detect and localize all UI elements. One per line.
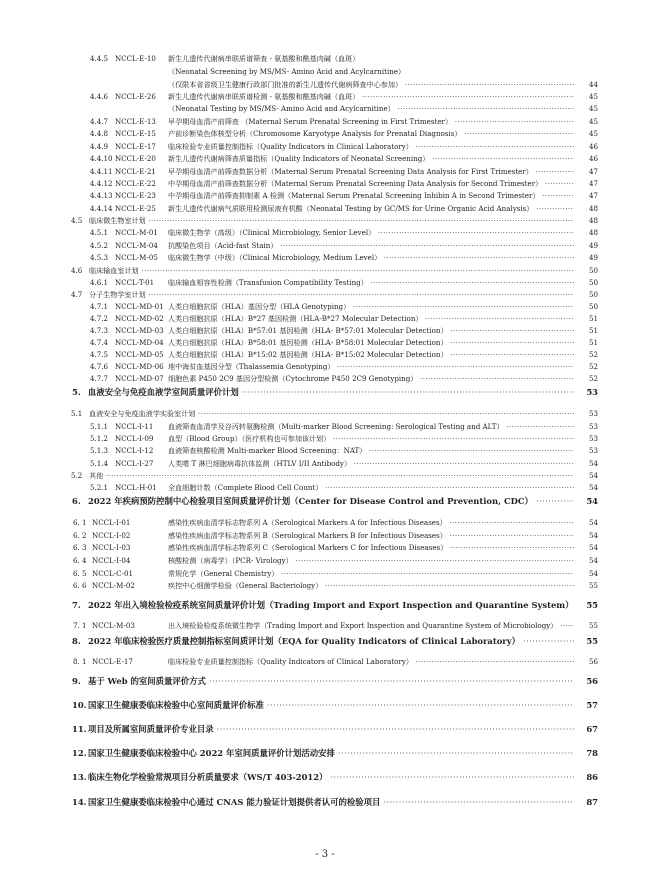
toc-entry: [0, 373, 650, 384]
toc-entry-title: [88, 387, 574, 398]
toc-entry-title-text: 细胞色素 P450 2C9 基因分型检测（Cytochrome P450 2C9 Genotyping）: [168, 374, 418, 383]
toc-entry-number: 5.1.4: [90, 459, 109, 468]
toc-entry-code: NCCL-E-17: [115, 142, 156, 151]
toc-entry-title-text: 临床输血相容性检测（Transfusion Compatibility Testing）: [168, 278, 368, 287]
toc-entry-code: NCCL-E-15: [115, 129, 156, 138]
toc-entry-page: 44: [576, 79, 598, 90]
toc-entry-title-text: 感染性疾病血清学标志物系列 C（Serological Markers C for Infectious Diseases）: [168, 543, 448, 552]
toc-entry-number: 6. 4: [73, 556, 87, 565]
toc-entry: [0, 542, 650, 553]
toc-entry-number: 4.4.8: [90, 129, 109, 138]
toc-entry-title-text: 血液安全与免疫血液学室间质量评价计划: [88, 387, 239, 397]
toc-entry-title: [168, 128, 574, 139]
toc-entry-number: 5.2: [71, 471, 83, 480]
toc-entry-page: 53: [576, 433, 598, 444]
toc-entry-title: [168, 79, 574, 90]
toc-entry-code: NCCL-I-03: [92, 543, 131, 552]
toc-entry-title-text: 临床检验专业质量控制指标（Quality Indicators in Clinical Laboratory）: [168, 142, 413, 151]
toc-entry-title: [168, 433, 574, 444]
toc-entry-code: NCCL-E-23: [115, 191, 156, 200]
toc-entry-title: [88, 797, 574, 808]
toc-entry: [0, 79, 650, 90]
toc-entry-title: [89, 215, 574, 226]
toc-entry: [0, 600, 650, 611]
toc-entry-title-text: 新生儿遗传代谢病串联质谱检测 - 氨基酸和酰基肉碱（血斑）: [168, 92, 360, 101]
toc-entry-title: [168, 517, 574, 528]
toc-entry-number: 4.4.6: [90, 92, 109, 101]
toc-entry-title-text: 项目及所属室间质量评价专业目录: [88, 724, 214, 734]
toc-entry-title: [88, 676, 574, 687]
toc-entry-page: 53: [576, 445, 598, 456]
toc-entry-code: NCCL-MD-03: [115, 326, 164, 335]
toc-entry-title-text: 全血细胞计数（Complete Blood Cell Count）: [168, 483, 323, 492]
toc-entry-title: [168, 530, 574, 541]
toc-entry-title: [168, 53, 574, 64]
toc-entry-number: 4.4.13: [90, 191, 113, 200]
toc-entry-code: NCCL-MD-04: [115, 338, 164, 347]
toc-entry-page: 51: [576, 337, 598, 348]
toc-entry-code: NCCL-E-25: [115, 204, 156, 213]
toc-entry-page: 53: [576, 408, 598, 419]
toc-entry-title-text: 新生儿遗传代谢病串联质谱筛查 - 氨基酸和酰基肉碱（血斑）: [168, 54, 360, 63]
toc-entry-number: 6.: [72, 496, 81, 506]
toc-entry-title-text: 早孕期母血清产前筛查数据分析（Maternal Serum Prenatal Screening Data Analysis for First Trimester）: [168, 167, 533, 176]
toc-entry-page: 54: [576, 470, 598, 481]
toc-entry-page: 45: [576, 103, 598, 114]
toc-entry: [0, 458, 650, 469]
toc-entry-code: NCCL-M-01: [115, 228, 158, 237]
toc-entry: [0, 517, 650, 528]
toc-entry-number: 6. 5: [73, 569, 87, 578]
toc-entry-title: [168, 337, 574, 348]
toc-entry-number: 5.: [72, 387, 81, 397]
toc-entry-number: 8. 1: [73, 657, 87, 666]
toc-entry-page: 87: [576, 797, 598, 808]
toc-entry-number: 8.: [72, 636, 81, 646]
toc-entry-page: 48: [576, 227, 598, 238]
toc-entry-code: NCCL-E-10: [115, 54, 156, 63]
toc-entry-title-text: 临床微生物学（中级）（Clinical Microbiology, Medium Level）: [168, 253, 382, 262]
toc-entry-page: 45: [576, 128, 598, 139]
toc-entry-title: [88, 496, 574, 507]
toc-entry: [0, 676, 650, 687]
toc-entry-title-text: （仅限本省省级卫生健康行政部门批准的新生儿遗传代谢病筛查中心参加）: [168, 80, 403, 89]
toc-entry-page: 55: [576, 636, 598, 647]
toc-entry-page: 49: [576, 252, 598, 263]
toc-entry-page: 53: [576, 421, 598, 432]
toc-entry-title-text: 血型（Blood Group）（医疗机构也可参加该计划）: [168, 434, 331, 443]
toc-entry: [0, 325, 650, 336]
toc-entry-code: NCCL-E-21: [115, 167, 156, 176]
toc-entry-number: 4.7.2: [90, 314, 109, 323]
toc-entry-page: 78: [576, 748, 598, 759]
toc-entry-code: NCCL-E-13: [115, 117, 156, 126]
toc-entry-page: 54: [576, 458, 598, 469]
toc-entry-title-text: 感染性疾病血清学标志物系列 B（Serological Markers B for Infectious Diseases）: [168, 531, 447, 540]
toc-entry-title: [168, 252, 574, 263]
toc-entry: [0, 337, 650, 348]
toc-entry-title-text: 临床检验专业质量控制指标（Quality Indicators of Clinical Laboratory）: [168, 657, 413, 666]
toc-entry-number: 6. 2: [73, 531, 87, 540]
toc-entry-title: [168, 141, 574, 152]
toc-entry: [0, 482, 650, 493]
toc-entry: [0, 445, 650, 456]
toc-entry-page: 54: [576, 482, 598, 493]
toc-entry-number: 4.5: [71, 216, 83, 225]
toc-entry-title: [168, 190, 574, 201]
toc-entry-number: 4.7: [71, 290, 83, 299]
toc-entry-title: [168, 568, 574, 579]
toc-entry-page: 45: [576, 116, 598, 127]
toc-entry-title-text: 国家卫生健康委临床检验中心 2022 年室间质量评价计划活动安排: [88, 748, 335, 758]
toc-entry-number: 4.5.1: [90, 228, 109, 237]
toc-entry-code: NCCL-M-03: [92, 621, 135, 630]
toc-entry-title: [88, 748, 574, 759]
toc-entry-number: 4.7.1: [90, 302, 109, 311]
toc-entry-title: [89, 408, 574, 419]
toc-entry-number: 4.4.5: [90, 54, 109, 63]
toc-entry: [0, 636, 650, 647]
toc-entry-page: 54: [576, 568, 598, 579]
toc-entry-title-text: 国家卫生健康委临床检验中心通过 CNAS 能力验证计划提供者认可的检验项目: [88, 797, 381, 807]
toc-entry: [0, 772, 650, 783]
toc-entry: [0, 190, 650, 201]
toc-entry-number: 11.: [72, 724, 87, 734]
toc-entry-title: [168, 421, 574, 432]
toc-entry: [0, 277, 650, 288]
toc-entry-number: 4.6.1: [90, 278, 109, 287]
toc-entry: [0, 421, 650, 432]
toc-entry-title: [88, 600, 574, 611]
toc-entry-code: NCCL-MD-02: [115, 314, 164, 323]
toc-entry-title: [168, 313, 574, 324]
toc-entry-title: [168, 66, 574, 77]
toc-entry-title-text: 疾控中心细菌学检验（General Bacteriology）: [168, 581, 323, 590]
toc-entry-page: 67: [576, 724, 598, 735]
toc-entry: [0, 116, 650, 127]
toc-entry-page: 54: [576, 530, 598, 541]
toc-entry-page: 50: [576, 301, 598, 312]
toc-entry-page: 50: [576, 289, 598, 300]
toc-entry-number: 7.: [72, 600, 81, 610]
toc-entry-title-text: 新生儿遗传代谢病筛查质量指标（Quality Indicators of Neonatal Screening）: [168, 154, 430, 163]
toc-entry-title-text: 出入境检验检疫系统微生物学（Trading Import and Export Inspection and Quarantine System of Microbiology）: [168, 621, 558, 630]
toc-entry-number: 5.2.1: [90, 483, 109, 492]
toc-entry-title-text: 2022 年临床检验医疗质量控制指标室间质评计划（EQA for Quality Indicators of Clinical Laboratory）: [88, 636, 520, 646]
toc-entry-title-text: 国家卫生健康委临床检验中心室间质量评价标准: [88, 700, 264, 710]
toc-entry-title: [168, 203, 574, 214]
toc-entry: [0, 349, 650, 360]
toc-entry-title: [168, 240, 574, 251]
toc-entry-code: NCCL-C-01: [92, 569, 134, 578]
toc-entry-title: [89, 289, 574, 300]
toc-entry: [0, 530, 650, 541]
toc-entry-number: 4.7.6: [90, 362, 109, 371]
toc-entry-title-text: 常规化学（General Chemistry）: [168, 569, 279, 578]
toc-entry: [0, 240, 650, 251]
toc-entry-number: 4.5.2: [90, 241, 109, 250]
toc-entry-title-text: 核酸检测（病毒学）（PCR- Virology）: [168, 556, 293, 565]
toc-entry-number: 4.7.5: [90, 350, 109, 359]
toc-entry-page: 49: [576, 240, 598, 251]
toc-entry-title: [168, 103, 574, 114]
toc-entry-code: NCCL-MD-05: [115, 350, 164, 359]
toc-entry-code: NCCL-T-01: [115, 278, 155, 287]
toc-entry: [0, 496, 650, 507]
toc-entry-number: 4.6: [71, 266, 83, 275]
toc-entry-title: [168, 373, 574, 384]
toc-entry-number: 4.5.3: [90, 253, 109, 262]
toc-entry-number: 4.4.11: [90, 167, 113, 176]
toc-entry-code: NCCL-H-01: [115, 483, 157, 492]
toc-entry: [0, 166, 650, 177]
toc-entry-title-text: 临床生物化学检验常规项目分析质量要求（WS/T 403-2012）: [88, 772, 328, 782]
toc-entry-title: [168, 458, 574, 469]
toc-entry: [0, 301, 650, 312]
toc-entry-code: NCCL-I-04: [92, 556, 131, 565]
toc-entry-page: 51: [576, 313, 598, 324]
toc-entry: [0, 103, 650, 114]
toc-entry: [0, 555, 650, 566]
toc-entry-page: 57: [576, 700, 598, 711]
toc-entry-page: 55: [576, 580, 598, 591]
toc-entry-title-text: 血液安全与免疫血液学实验室计划: [89, 409, 196, 418]
toc-entry-title: [168, 277, 574, 288]
toc-entry-code: NCCL-E-22: [115, 179, 156, 188]
toc-entry-number: 6. 6: [73, 581, 87, 590]
toc-entry: [0, 178, 650, 189]
toc-entry-page: 86: [576, 772, 598, 783]
toc-entry: [0, 153, 650, 164]
toc-entry-title: [88, 772, 574, 783]
toc-entry-title: [168, 153, 574, 164]
toc-entry-title-text: 新生儿遗传代谢病气质联用检测尿液有机酸（Neonatal Testing by GC/MS for Urine Organic Acid Analysis）: [168, 204, 534, 213]
toc-entry-page: 55: [576, 620, 598, 631]
toc-entry-title-text: 抗酸染色项目（Acid-fast Stain）: [168, 241, 278, 250]
toc-entry-code: NCCL-M-04: [115, 241, 158, 250]
toc-entry-code: NCCL-I-01: [92, 518, 131, 527]
toc-entry: [0, 265, 650, 276]
toc-entry-title-text: （Neonatal Screening by MS/MS- Amino Acid and Acylcarnitine）: [168, 67, 406, 76]
toc-entry: [0, 620, 650, 631]
toc-entry-page: 51: [576, 325, 598, 336]
toc-entry: [0, 580, 650, 591]
toc-entry-page: 56: [576, 656, 598, 667]
toc-entry-page: 46: [576, 153, 598, 164]
toc-entry-number: 7. 1: [73, 621, 87, 630]
toc-entry-title-text: 感染性疾病血清学标志物系列 A（Serological Markers A for Infectious Diseases）: [168, 518, 447, 527]
toc-entry: [0, 289, 650, 300]
toc-entry-page: 45: [576, 91, 598, 102]
toc-entry-page: 54: [576, 542, 598, 553]
toc-entry-title: [168, 656, 574, 667]
toc-entry-page: 47: [576, 178, 598, 189]
toc-entry-title: [168, 361, 574, 372]
toc-entry-number: 4.4.9: [90, 142, 109, 151]
toc-entry-title: [168, 580, 574, 591]
toc-entry-title: [88, 724, 574, 735]
toc-entry: [0, 408, 650, 419]
toc-entry-page: 52: [576, 349, 598, 360]
toc-entry-page: 50: [576, 277, 598, 288]
toc-entry-number: 4.4.14: [90, 204, 113, 213]
toc-entry-title-text: 血液筛查血清学及谷丙转氨酶检测（Multi-marker Blood Screening: Serological Testing and ALT）: [168, 422, 504, 431]
toc-entry-title-text: 人类白细胞抗原（HLA）B*58:01 基因检测（HLA- B*58:01 Molecular Detection）: [168, 338, 448, 347]
toc-entry-code: NCCL-M-05: [115, 253, 158, 262]
toc-entry-number: 4.4.7: [90, 117, 109, 126]
toc-entry: [0, 227, 650, 238]
toc-entry: [0, 656, 650, 667]
toc-entry-number: 5.1.2: [90, 434, 109, 443]
toc-entry-page: 48: [576, 203, 598, 214]
toc-entry: [0, 361, 650, 372]
toc-entry-number: 4.4.10: [90, 154, 113, 163]
toc-entry: [0, 568, 650, 579]
toc-entry-title-text: 人类白细胞抗原（HLA）基因分型（HLA Genotyping）: [168, 302, 351, 311]
toc-entry-title: [168, 555, 574, 566]
toc-entry-number: 4.7.4: [90, 338, 109, 347]
page-number: - 3 -: [315, 849, 335, 860]
toc-entry-page: 50: [576, 265, 598, 276]
toc-entry-title-text: 中孕期母血清产前筛查数据分析（Maternal Serum Prenatal Screening Data Analysis for Second Trimester）: [168, 179, 543, 188]
toc-entry-title-text: 分子生物学室计划: [89, 290, 146, 299]
toc-entry-number: 9.: [72, 676, 81, 686]
toc-entry: [0, 748, 650, 759]
toc-entry-page: 47: [576, 190, 598, 201]
toc-entry: [0, 313, 650, 324]
toc-entry-number: 6. 3: [73, 543, 87, 552]
toc-entry: [0, 203, 650, 214]
toc-entry: [0, 797, 650, 808]
toc-entry-page: 52: [576, 361, 598, 372]
toc-entry-page: 54: [576, 517, 598, 528]
toc-entry-title: [168, 301, 574, 312]
toc-entry-title-text: 临床微生物学（高级）（Clinical Microbiology, Senior Level）: [168, 228, 376, 237]
toc-entry-title: [168, 445, 574, 456]
toc-entry-title-text: 人类白细胞抗原（HLA）B*57:01 基因检测（HLA- B*57:01 Molecular Detection）: [168, 326, 448, 335]
toc-entry-number: 4.4.12: [90, 179, 113, 188]
toc-entry-title-text: 人类白细胞抗原（HLA）B*27 基因检测（HLA-B*27 Molecular Detection）: [168, 314, 423, 323]
toc-entry-page: 54: [576, 496, 598, 507]
toc-entry-page: 47: [576, 166, 598, 177]
toc-entry-title: [88, 636, 574, 647]
toc-entry-number: 14.: [72, 797, 87, 807]
toc-entry-title-text: 早孕期母血清产前筛查 （Maternal Serum Prenatal Screening in First Trimester）: [168, 117, 453, 126]
toc-entry-number: 4.7.3: [90, 326, 109, 335]
toc-entry-title-text: （Neonatal Testing by MS/MS- Amino Acid and Acylcarnitine）: [168, 104, 395, 113]
toc-entry-code: NCCL-I-02: [92, 531, 131, 540]
toc-entry-code: NCCL-I-27: [115, 459, 154, 468]
toc-entry: [0, 91, 650, 102]
toc-entry-title: [168, 325, 574, 336]
toc-entry: [0, 215, 650, 226]
toc-entry: [0, 387, 650, 398]
toc-entry-page: 48: [576, 215, 598, 226]
toc-entry-page: 54: [576, 555, 598, 566]
toc-entry-title-text: 基于 Web 的室间质量评价方式: [88, 676, 206, 686]
toc-entry-code: NCCL-MD-06: [115, 362, 164, 371]
toc-entry-title-text: 血液筛查核酸检测 Multi-marker Blood Screening：NAT）: [168, 446, 367, 455]
toc-entry-number: 5.1.3: [90, 446, 109, 455]
toc-entry-title: [168, 349, 574, 360]
toc-entry: [0, 66, 650, 77]
toc-entry-code: NCCL-M-02: [92, 581, 135, 590]
toc-entry-title-text: 地中海贫血基因分型（Thalassemia Genotyping）: [168, 362, 335, 371]
toc-entry-page: 52: [576, 373, 598, 384]
toc-entry-number: 13.: [72, 772, 87, 782]
toc-entry-title: [168, 91, 574, 102]
toc-entry-title-text: 2022 年疾病预防控制中心检验项目室间质量评价计划（Center for Disease Control and Prevention, CDC）: [88, 496, 533, 506]
toc-entry-number: 10.: [72, 700, 87, 710]
toc-entry: [0, 53, 650, 64]
toc-entry-title-text: 其他: [89, 471, 104, 480]
toc-entry: [0, 141, 650, 152]
toc-entry: [0, 128, 650, 139]
toc-entry-page: 46: [576, 141, 598, 152]
toc-entry-code: NCCL-I-12: [115, 446, 154, 455]
toc-entry-title-text: 人类嗜 T 淋巴细胞病毒抗体监测（HTLV I/II Antibody）: [168, 459, 352, 468]
toc-entry-page: 53: [576, 387, 598, 398]
toc-entry-title: [168, 542, 574, 553]
toc-entry: [0, 724, 650, 735]
toc-entry-code: NCCL-MD-01: [115, 302, 164, 311]
toc-entry-title: [168, 166, 574, 177]
toc-entry-title: [89, 470, 574, 481]
toc-entry-code: NCCL-E-20: [115, 154, 156, 163]
toc-entry-title-text: 产前诊断染色体核型分析（Chromosome Karyotype Analysis for Prenatal Diagnosis）: [168, 129, 462, 138]
toc-entry-code: NCCL-MD-07: [115, 374, 164, 383]
toc-entry-number: 4.7.7: [90, 374, 109, 383]
toc-entry-page: 55: [576, 600, 598, 611]
toc-entry-number: 6. 1: [73, 518, 87, 527]
toc-entry: [0, 700, 650, 711]
toc-entry-page: 56: [576, 676, 598, 687]
toc-entry-title: [88, 700, 574, 711]
toc-entry: [0, 470, 650, 481]
toc-entry-number: 12.: [72, 748, 87, 758]
toc-entry-code: NCCL-E-26: [115, 92, 156, 101]
toc-entry: [0, 433, 650, 444]
toc-entry-number: 5.1: [71, 409, 83, 418]
toc-entry-title-text: 临床微生物室计划: [89, 216, 146, 225]
toc-entry: [0, 252, 650, 263]
toc-entry-title: [168, 227, 574, 238]
toc-entry-code: NCCL-I-11: [115, 422, 154, 431]
toc-entry-code: NCCL-E-17: [92, 657, 133, 666]
toc-entry-code: NCCL-I-09: [115, 434, 154, 443]
toc-entry-title: [168, 620, 574, 631]
toc-entry-number: 5.1.1: [90, 422, 109, 431]
toc-entry-title: [168, 482, 574, 493]
toc-entry-title-text: 中孕期母血清产前筛查抑制素 A 检测（Maternal Serum Prenatal Screening Inhibin A in Second Trimester）: [168, 191, 540, 200]
toc-entry-title: [168, 178, 574, 189]
toc-entry-title-text: 临床输血室计划: [89, 266, 139, 275]
toc-entry-title: [168, 116, 574, 127]
toc-entry-title: [89, 265, 574, 276]
toc-entry-title-text: 人类白细胞抗原（HLA）B*15:02 基因检测（HLA- B*15:02 Molecular Detection）: [168, 350, 448, 359]
toc-entry-title-text: 2022 年出入境检验检疫系统室间质量评价计划（Trading Import and Export Inspection and Quarantine System）: [88, 600, 574, 610]
